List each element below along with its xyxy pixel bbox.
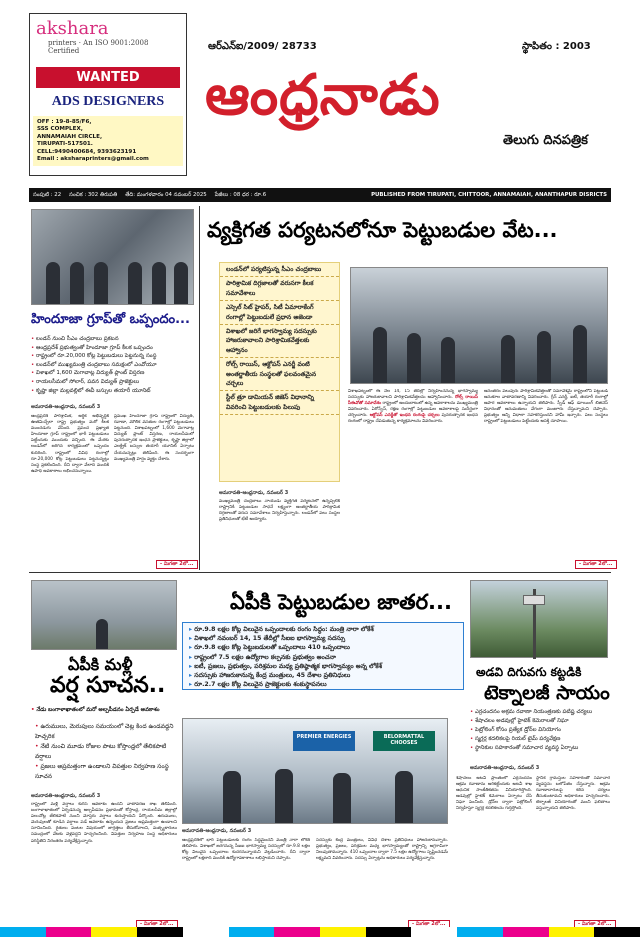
print-color-bar xyxy=(0,927,640,937)
jatara-banner-2: BELORMATTAL CHOOSES xyxy=(373,731,435,751)
ad-wanted-banner: WANTED xyxy=(36,67,180,88)
hinduja-bullets: • లండన్ నుంచి సీఎం చంద్రబాబు ప్రకటన • ఆంధ్రప్రదేశ్ ప్రభుత్వంతో హిందూజా గ్రూప్ కీలక ఒప్పందం • రాష్ట్రంలో రూ.20,000 కోట్ల పెట్టుబడులు పెట్టనున్న సంస్థ • లండన్‌లో ముఖ్యమంత్రి చంద్రబాబు సమక్షంలో ఎంవోయూ • విశాఖలో 1,600 మెగావాట్ల విద్యుత్ ప్లాంట్ విస్తరణ • రాయలసీమలో సోలార్, పవన విద్యుత్ ప్రాజెక్టులు • కృష్ణా జిల్లా మల్లవల్లిలో ఈవీ బస్సుల తయారీ యూనిట్ xyxy=(31,335,194,395)
rain-lead: • నేడు బంగాళాఖాతంలో మరో అల్పపీడనం ఏర్పడే అవకాశం xyxy=(31,706,177,715)
forest-kicker: అడవి దిగువగు కట్టడికి xyxy=(476,665,582,679)
lead-continued[interactable]: - మిగతా 2లో... xyxy=(575,560,617,569)
jatara-highlights: ▸ రూ.9.8 లక్షల కోట్ల విలువైన ఒప్పందాలకు రంగం సిద్ధం: మంత్రి నారా లోకేశ్ ▸ విశాఖలో నవంబర్ 14, 15 తేదీల్లో సీఐఐ భాగస్వామ్య సదస్సు ▸ రూ.9.8 లక్షల కోట్ల పెట్టుబడులతో ఒప్పందాలు 410 ఒప్పందాలు ▸ రాష్ట్రంలో 7.5 లక్షల ఉద్యోగాల కల్పనకు ప్రభుత్వం అంచనా ▸ ఐటీ, ప్రజలు, ప్రభుత్వం, పరిశ్రమల మధ్య ప్రతిష్ఠాత్మక భాగస్వామ్యం అన్న లోకేశ్ ▸ సదస్సుకు హాజరుకానున్న కేంద్ర మంత్రులు, 45 దేశాల ప్రతినిధులు ▸ రూ.2.7 లక్షల కోట్ల విలువైన ప్రాజెక్టులకు శంకుస్థాపనలు xyxy=(182,622,464,690)
jatara-banner-1: PREMIER ENERGIES xyxy=(293,731,355,751)
rain-headline[interactable]: వర్ష సూచన.. xyxy=(50,673,166,698)
volume-label: సంపుటి : 22 xyxy=(33,192,62,198)
date-label: తేది: మంగళవారం 04 నవంబర్ 2025 xyxy=(125,192,207,198)
lead-headline[interactable]: వ్యక్తిగత పర్యటనలోనూ పెట్టుబడుల వేట... xyxy=(207,218,558,242)
pages-price-label: పేజీలు : 08 ధర : రూ.6 xyxy=(214,192,267,198)
forest-photo[interactable] xyxy=(470,580,608,658)
forest-continued[interactable]: - మిగతా 2లో... xyxy=(574,920,616,929)
lead-body-left: ముఖ్యమంత్రి చంద్రబాబు నాయుడు వ్యక్తిగత పర్యటనలో ఉన్నప్పటికీ రాష్ట్రానికి పెట్టుబడుల సాధనే లక్ష్యంగా అంతర్జాతీయ పారిశ్రామిక దిగ్గజాలతో వరుస సమావేశాలు నిర్వహిస్తున్నారు. లండన్‌లో పలు సంస్థల ప్రతినిధులతో భేటీ అయ్యారు. xyxy=(219,499,340,523)
forest-body-right: స్థానిక గ్రామస్తుల సహకారంతో సమాచార వ్యవస్థను బలోపేతం చేస్తున్నారు. అక్రమ రవాణాదారులపై కఠిన చర్యలు తీసుకుంటామని అధికారులు హెచ్చరించారు. టెక్నాలజీ వినియోగంతో మంచి ఫలితాలు వస్తున్నాయని తెలిపారు. xyxy=(536,776,610,812)
hinduja-photo[interactable] xyxy=(31,209,194,305)
section-divider xyxy=(29,572,611,573)
lead-subhead-2: ఆక్టోపస్ ఎనర్జీతో ఇంధన రంగంపై చర్చలు xyxy=(369,413,440,419)
issue-label: సంచిక : 302 తిరుపతి xyxy=(69,192,118,198)
lead-subhead: రోల్స్ రాయిస్ సీఈవోతో సమావేశం xyxy=(348,395,478,407)
forest-body-left: శేషాచలం అటవీ ప్రాంతంలో ఎర్రచందనం అక్రమ రవాణాను అరికట్టేందుకు అటవీ శాఖ ఆధునిక సాంకేతికతను వినియోగిస్తోంది. అడవుల్లో హైటెక్ కెమెరాలు ఏర్పాటు చేసి నిఘా పెంచింది. డ్రోన్‌ల ద్వారా పెట్రోలింగ్ నిర్వహిస్తూ స్మగ్లర్ల కదలికలను గుర్తిస్తోంది. xyxy=(456,776,532,812)
rain-bullets: • ఉరుములు, మెరుపులు సమయంలో చెట్ల కింద ఉండవద్దని హెచ్చరిక • నేటి నుంచి మూడు రోజుల పాటు కోస్తాంధ్రలో తేలికపాటి వర్షాలు • ప్రజలు అప్రమత్తంగా ఉండాలని విపత్తుల నిర్వహణ సంస్థ సూచన xyxy=(35,722,175,782)
jatara-continued[interactable]: - మిగతా 2లో... xyxy=(408,920,450,929)
rain-body: రాష్ట్రంలో మళ్లీ వర్షాలు కురిసే అవకాశం ఉందని వాతావరణ శాఖ తెలిపింది. బంగాళాఖాతంలో ఏర్పడనున్న అల్పపీడనం ప్రభావంతో కోస్తాంధ్ర, రాయలసీమ జిల్లాల్లో పలుచోట్ల తేలికపాటి నుంచి మోస్తరు వర్షాలు కురుస్తాయని పేర్కొంది. ఉరుములు, మెరుపులతో కూడిన వర్షాలు పడే అవకాశం ఉన్నందున ప్రజలు అప్రమత్తంగా ఉండాలని సూచించింది. రైతులు పంటల విషయంలో జాగ్రత్తలు తీసుకోవాలని, మత్స్యకారులు సముద్రంలో వేటకు వెళ్లవద్దని హెచ్చరించింది. విపత్తుల నిర్వహణ సంస్థ అధికారులు పరిస్థితిని నిరంతరం పర్యవేక్షిస్తున్నారు. xyxy=(31,802,177,844)
forest-credit: అమరావతి-ఆంధ్రనాడు, నవంబర్ 3 xyxy=(470,765,540,771)
jatara-body-right: సదస్సుకు కేంద్ర మంత్రులు, వివిధ దేశాల ప్రతినిధులు హాజరుకానున్నారు. ప్రభుత్వం, ప్రజలు, పరిశ్రమల మధ్య భాగస్వామ్యంతో రాష్ట్రాన్ని అగ్రగామిగా నిలుపుతామన్నారు. 410 ఒప్పందాల ద్వారా 7.5 లక్షల ఉద్యోగాలు సృష్టించడమే లక్ష్యమని వివరించారు. సదస్సు ఏర్పాట్లను అధికారులు పర్యవేక్షిస్తున్నారు. xyxy=(316,838,448,862)
registration-number: ఆర్‌ఎన్‌ఐ/2009/ 28733 xyxy=(208,41,317,52)
ad-position-title: ADS DESIGNERS xyxy=(51,94,165,109)
dateline-bar xyxy=(29,188,611,202)
hinduja-credit: అమరావతి-ఆంధ్రనాడు, నవంబర్ 3 xyxy=(31,404,101,410)
founded-year: స్థాపితం : 2003 xyxy=(522,41,591,52)
lead-photo[interactable] xyxy=(350,267,608,384)
column-divider xyxy=(199,206,200,570)
hinduja-headline[interactable]: హిందూజా గ్రూప్‌తో ఒప్పందం... xyxy=(31,312,190,327)
newspaper-title: ఆంధ్రనాడు xyxy=(205,62,441,128)
hinduja-body-left: ఆంధ్రప్రదేశ్ పారిశ్రామిక, ఆర్థిక అభివృద్ధికి ఊతమిచ్చేలా రాష్ట్ర ప్రభుత్వం మరో కీలక ముందడుగు వేసింది. ప్రపంచ ప్రఖ్యాత హిందూజా గ్రూప్ రాష్ట్రంలో భారీ పెట్టుబడులు పెట్టేందుకు ముందుకు వచ్చింది. ఈ మేరకు లండన్‌లో జరిగిన కార్యక్రమంలో ఒప్పందం కుదిరింది. రాష్ట్రంలో వివిధ రంగాల్లో రూ.20,000 కోట్ల పెట్టుబడులు పెట్టనున్నట్లు సంస్థ ప్రకటించింది. దీని ద్వారా వేలాది మందికి ఉపాధి అవకాశాలు లభించనున్నాయి. xyxy=(31,414,109,474)
jatara-credit: అమరావతి-ఆంధ్రనాడు, నవంబర్ 3 xyxy=(182,828,252,834)
rain-continued[interactable]: - మిగతా 2లో... xyxy=(136,920,178,929)
rain-photo[interactable] xyxy=(31,580,177,650)
publication-info: PUBLISHED FROM TIRUPATI, CHITTOOR, ANNAMAIAH, ANANTHAPUR DISRICTS xyxy=(371,192,607,198)
rain-credit: అమరావతి-ఆంధ్రనాడు, నవంబర్ 3 xyxy=(31,793,101,799)
forest-bullets: • ఎర్రచందనం అక్రమ రవాణా నియంత్రణకు పటిష్ట చర్యలు • శేషాచలం అడవుల్లో హైటెక్ కెమెరాలతో నిఘా • పెట్రోలింగ్ కోసం ప్రత్యేక డ్రోన్‌ల వినియోగం • స్మగ్లర్ల కదలికలపై రియల్ టైమ్ పర్యవేక్షణ • స్థానికుల సహకారంతో సమాచార వ్యవస్థ ఏర్పాటు xyxy=(470,708,610,753)
newspaper-subtitle: తెలుగు దినపత్రిక xyxy=(503,133,588,148)
jatara-headline[interactable]: ఏపీకి పెట్టుబడుల జాతర... xyxy=(230,590,452,614)
ad-contact-block: OFF : 19-8-85/F6, SSS COMPLEX, ANNAMAIAH CIRCLE, TIRUPATI-517501. CELL:9490400684, 9393623191 Email : aksharaprinters@gmail.com xyxy=(33,116,183,166)
rain-kicker: ఏపీకి మళ్లీ xyxy=(68,655,133,674)
forest-headline[interactable]: టెక్నాలజీ సాయం xyxy=(484,682,610,704)
lead-credit: అమరావతి-ఆంధ్రనాడు, నవంబర్ 3 xyxy=(219,490,289,496)
classified-ad[interactable] xyxy=(29,13,187,176)
jatara-body-left: ఆంధ్రప్రదేశ్‌లో భారీ పెట్టుబడులకు రంగం సిద్ధమైందని మంత్రి నారా లోకేశ్ తెలిపారు. విశాఖలో జరగనున్న సీఐఐ భాగస్వామ్య సదస్సులో రూ.9.8 లక్షల కోట్ల విలువైన ఒప్పందాలు కుదరనున్నాయని వెల్లడించారు. దీని ద్వారా రాష్ట్రంలో లక్షలాది మందికి ఉద్యోగావకాశాలు లభిస్తాయని చెప్పారు. xyxy=(182,838,310,862)
ad-logo: akshara printers · An ISO 9001:2008 Certified xyxy=(36,18,149,55)
lead-body-right: అనంతరం పలువురు పారిశ్రామికవేత్తలతో సమావేశమై రాష్ట్రంలోని పెట్టుబడి అనుకూల వాతావరణాన్ని వివరించారు. గ్రీన్ ఎనర్జీ, ఐటీ, తయారీ రంగాల్లో అపార అవకాశాలు ఉన్నాయని తెలిపారు. స్పీడ్ ఆఫ్ డూయింగ్ బిజినెస్ విధానంతో అనుమతులు వేగంగా మంజూరు చేస్తున్నామని చెప్పారు. ప్రభుత్వం అన్ని విధాలా సహకరిస్తుందని హామీ ఇచ్చారు. పలు సంస్థలు రాష్ట్రంలో పెట్టుబడులు పెట్టేందుకు ఆసక్తి చూపాయి. xyxy=(484,389,608,425)
jatara-photo[interactable] xyxy=(182,718,448,824)
lead-body-mid: విశాఖపట్నంలో ఈ నెల 14, 15 తేదీల్లో నిర్వహించనున్న భాగస్వామ్య సదస్సుకు హాజరుకావాలని పారిశ్రామికవేత్తలను ఆహ్వానించారు. రోల్స్ రాయిస్ సీఈవోతో సమావేశం రాష్ట్రంలో అందుబాటులో ఉన్న అవకాశాలను ముఖ్యమంత్రి వివరించారు. ఏరోస్పేస్, రక్షణ రంగాల్లో పెట్టుబడుల అవకాశాలపై సుదీర్ఘంగా చర్చించారు. ఆక్టోపస్ ఎనర్జీతో ఇంధన రంగంపై చర్చలు పునరుత్పాదక ఇంధన రంగంలో రాష్ట్రం చేపడుతున్న కార్యక్రమాలను వివరించారు. xyxy=(348,389,478,425)
hinduja-body-right: ప్రముఖ హిందూజా గ్రూప్ రాష్ట్రంలో విద్యుత్, రవాణా, మౌలిక వసతుల రంగాల్లో పెట్టుబడులు పెట్టనుంది. విశాఖపట్నంలో 1,600 మెగావాట్ల విద్యుత్ ప్లాంట్ విస్తరణ, రాయలసీమలో పునరుత్పాదక ఇంధన ప్రాజెక్టులు, కృష్ణా జిల్లాలో ఎలక్ట్రిక్ బస్సుల తయారీ యూనిట్ ఏర్పాటు చేయనున్నట్లు తెలిపింది. ఈ సందర్భంగా ముఖ్యమంత్రి హర్షం వ్యక్తం చేశారు. xyxy=(114,414,194,462)
hinduja-continued[interactable]: - మిగతా 2లో... xyxy=(156,560,198,569)
lead-highlights-box: లండన్‌లో పర్యటిస్తున్న సీఎం చంద్రబాబు పారిశ్రామిక దిగ్గజాలతో వరుసగా కీలక సమావేశాలు ఎస్సెల్ సిట్ హైపర్, సిటీ ఏమారాకేంగ్ రంగాల్లో పెట్టుబడులే ప్రధాన అజెండా విశాఖలో జరిగే భాగస్వామ్య సదస్సుకు హాజరుకావాలని పారిశ్రామికవేత్తలకు ఆహ్వానం రోల్స్ రాయిస్, ఆక్టోపస్ ఎనర్జీ వంటి అంతర్జాతీయ సంస్థలతో ఫలవంతమైన చర్చలు స్టీల్ త్రూ డామియన్ జిజెస్‌‌‌‌ విధానాన్ని వివరించి పెట్టుబడులకు పిలుపు xyxy=(219,262,340,482)
